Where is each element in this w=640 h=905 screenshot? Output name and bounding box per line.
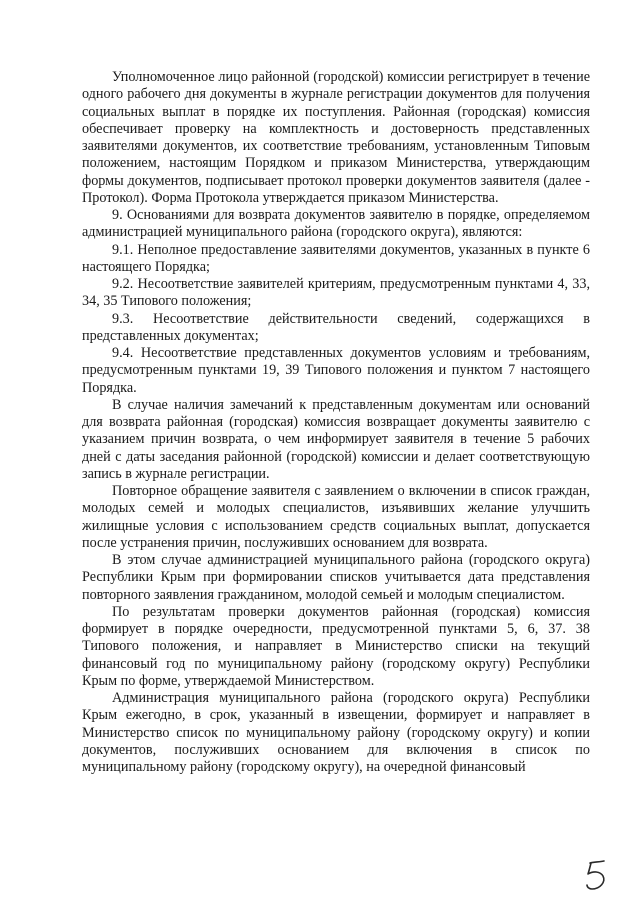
paragraph-administration-list: Администрация муниципального района (городского округа) Республики Крым ежегодно, в срок, указанный в извещении, формирует и направляет в Министерство список по муниципальному району (городскому округу) и копии документов, послуживших основанием для включения в список по муниципальному району (городскому округу), на очередной финансовый — [82, 690, 590, 775]
paragraph-return-remarks: В случае наличия замечаний к представленным документам или оснований для возврата районная (городская) комиссия возвращает документы заявителю с указанием причин возврата, о чем информирует заявителя в течение 5 рабочих дней с даты заседания районной (городской) комиссии и делает соответствующую запись в журнале регистрации. — [82, 396, 590, 482]
paragraph-repeat-application: Повторное обращение заявителя с заявлением о включении в список граждан, молодых семей и молодых специалистов, изъявивших желание улучшить жилищные условия с использованием средств социальных выплат, допускается после устранения причин, послуживших основанием для возврата. — [82, 483, 590, 551]
paragraph-lists-formation: По результатам проверки документов районная (городская) комиссия формирует в порядке очередности, предусмотренной пунктами 5, 6, 37. 38 Типового положения, и направляет в Министерство списки на текущий финансовый год по муниципальному району (городскому округу) Республики Крым по форме, утверждаемой Министерством. — [82, 603, 590, 689]
handwritten-page-number — [582, 858, 612, 892]
paragraph-item-9-2: 9.2. Несоответствие заявителей критериям, предусмотренным пунктами 4, 33, 34, 35 Типового положения; — [82, 276, 590, 310]
document-body — [82, 69, 590, 776]
paragraph-registration: Уполномоченное лицо районной (городской) комиссии регистрирует в течение одного рабочего дня документы в журнале регистрации документов для получения социальных выплат в порядке их поступления. Районная (городская) комиссия обеспечивает проверку на комплектность и достоверность представленных заявителями документов, их соответствие требованиям, установленным Типовым положением, настоящим Порядком и приказом Министерства, утверждающим формы документов, подписывает протокол проверки документов заявителя (далее - Протокол). Форма Протокола утверждается приказом Министерства. — [82, 69, 590, 206]
paragraph-item-9-3: 9.3. Несоответствие действительности сведений, содержащихся в представленных документах; — [82, 310, 590, 344]
paragraph-item-9: 9. Основаниями для возврата документов заявителю в порядке, определяемом администрацией муниципального района (городского округа), являются: — [82, 207, 590, 241]
paragraph-item-9-1: 9.1. Неполное предоставление заявителями документов, указанных в пункте 6 настоящего Порядка; — [82, 241, 590, 275]
paragraph-repeat-date: В этом случае администрацией муниципального района (городского округа) Республики Крым при формировании списков учитывается дата представления повторного заявления гражданином, молодой семьей и молодым специалистом. — [82, 552, 590, 603]
paragraph-item-9-4: 9.4. Несоответствие представленных документов условиям и требованиям, предусмотренным пунктами 19, 39 Типового положения и пунктом 7 настоящего Порядка. — [82, 345, 590, 396]
